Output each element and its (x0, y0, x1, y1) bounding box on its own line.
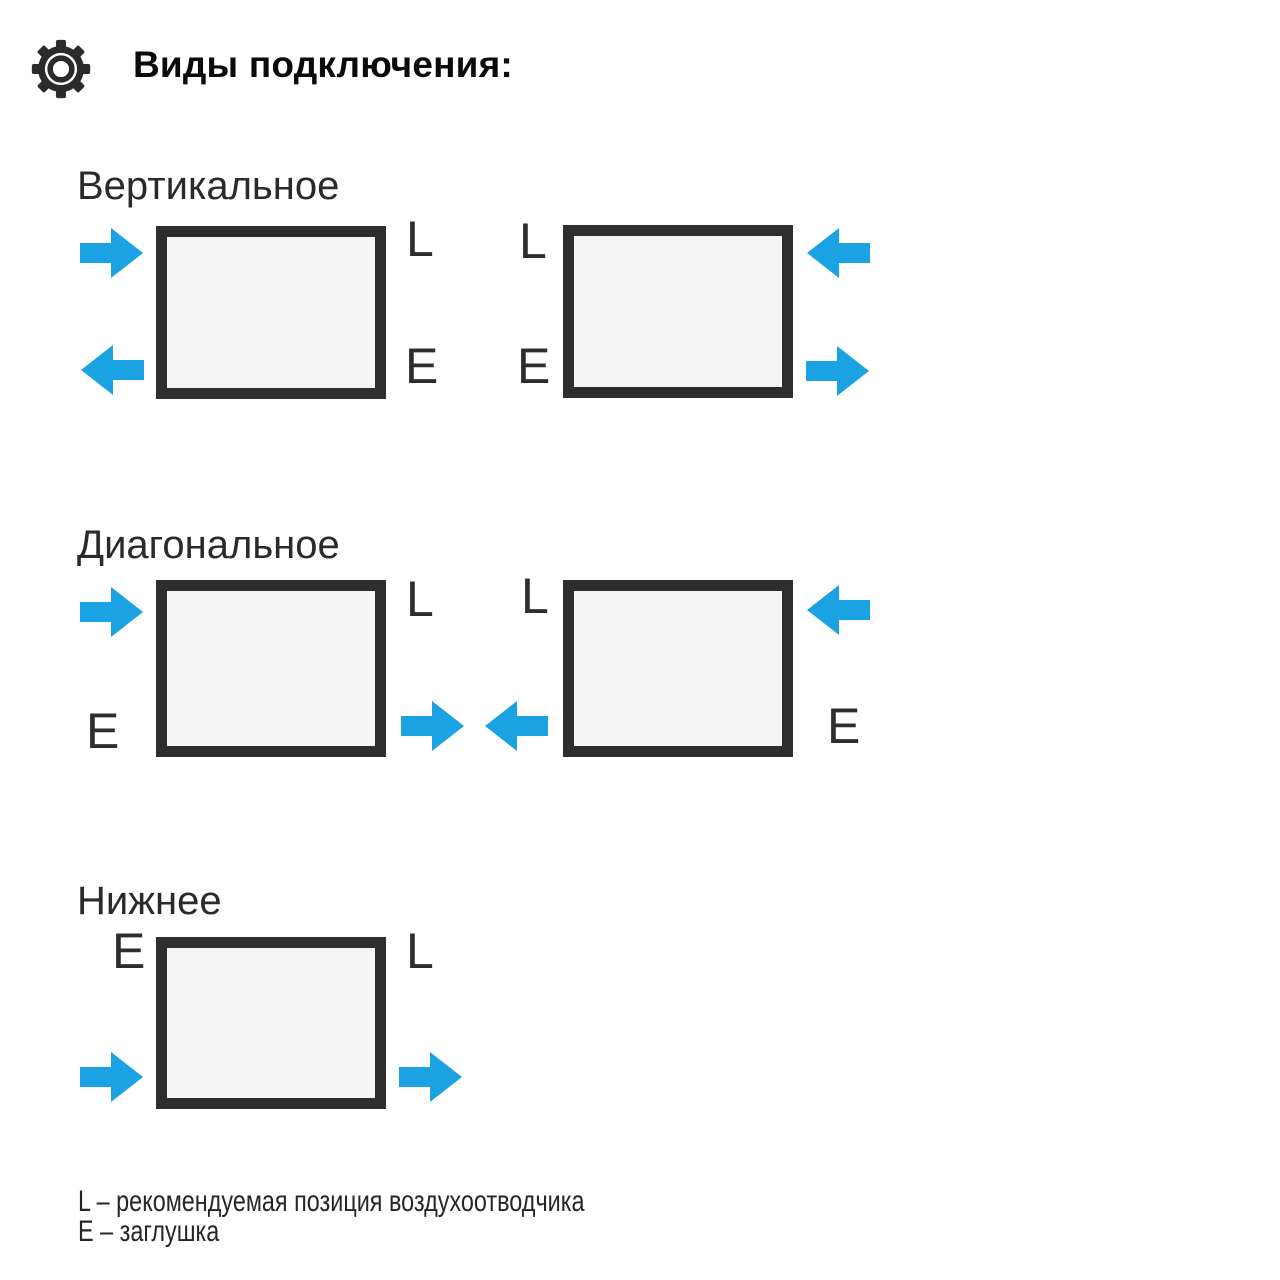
arrow-right-icon (80, 1051, 144, 1103)
port-label-l: L (521, 568, 549, 624)
port-label-e: E (112, 923, 146, 979)
radiator-rect (156, 937, 386, 1109)
port-label-l: L (406, 571, 434, 627)
section-label-diagonal: Диагональное (77, 523, 340, 567)
port-label-l: L (519, 213, 547, 269)
arrow-right-icon (399, 1051, 463, 1103)
radiator-rect (563, 225, 793, 398)
section-label-vertical: Вертикальное (77, 164, 340, 208)
port-label-e: E (405, 338, 439, 394)
legend-line-l: L – рекомендуемая позиция воздухоотводчика (78, 1185, 585, 1218)
arrow-left-icon (806, 584, 870, 636)
section-label-bottom: Нижнее (77, 879, 222, 923)
arrow-left-icon (484, 700, 548, 752)
gear-icon (30, 38, 92, 100)
radiator-rect (156, 226, 386, 399)
port-label-e: E (86, 703, 120, 759)
radiator-rect (156, 580, 386, 757)
arrow-right-icon (401, 700, 465, 752)
port-label-e: E (827, 698, 861, 754)
arrow-right-icon (806, 345, 870, 397)
arrow-left-icon (80, 344, 144, 396)
arrow-left-icon (806, 227, 870, 279)
legend-line-e: E – заглушка (78, 1215, 220, 1248)
radiator-rect (563, 580, 793, 757)
port-label-l: L (406, 211, 434, 267)
page-title: Виды подключения: (133, 44, 513, 85)
arrow-right-icon (80, 586, 144, 638)
port-label-l: L (406, 923, 434, 979)
port-label-e: E (517, 338, 551, 394)
arrow-right-icon (80, 227, 144, 279)
